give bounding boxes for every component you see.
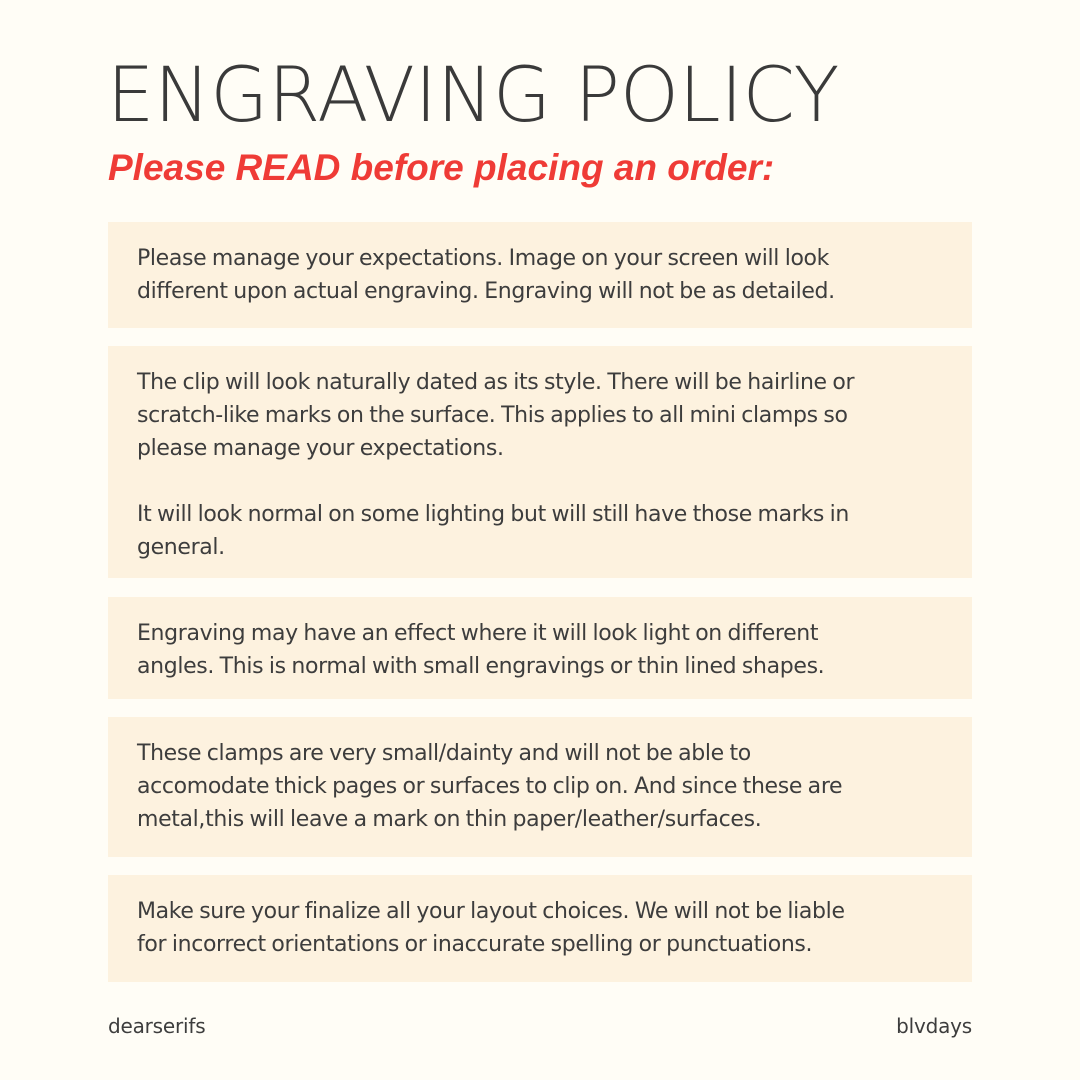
policy-card-surface-marks [108, 346, 972, 578]
policy-text: It will look normal on some lighting but will still have those marks in general. [137, 502, 849, 560]
policy-text: Please manage your expectations. Image on your screen will look different upon actual engraving. Engraving will not be as detailed. [137, 246, 835, 304]
page-subtitle: Please READ before placing an order: [108, 147, 775, 188]
policy-card-layout [108, 875, 972, 982]
policy-card-clamp-size [108, 717, 972, 857]
footer-brand-right: blvdays [896, 1014, 972, 1038]
policy-text: Make sure your finalize all your layout choices. We will not be liable for incorrect orientations or inaccurate spelling or punctuations. [137, 899, 845, 957]
policy-text: Engraving may have an effect where it will look light on different angles. This is normal with small engravings or thin lined shapes. [137, 621, 825, 679]
policy-card-expectations [108, 222, 972, 328]
footer-brand-left: dearserifs [108, 1014, 206, 1038]
page-title: ENGRAVING POLICY [107, 50, 840, 139]
policy-text: The clip will look naturally dated as its style. There will be hairline or scratch-like marks on the surface. This applies to all mini clamps so please manage your expectations. [137, 370, 855, 461]
policy-card-lighting [108, 597, 972, 699]
policy-text: These clamps are very small/dainty and will not be able to accomodate thick pages or surfaces to clip on. And since these are metal,this will leave a mark on thin paper/leather/surfaces. [137, 741, 843, 832]
